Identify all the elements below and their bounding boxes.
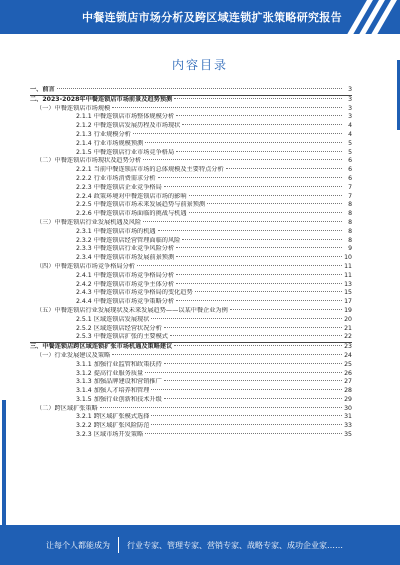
- toc-entry-page: 8: [348, 236, 352, 244]
- toc-leader-dots: [57, 88, 342, 89]
- toc-entry-page: 8: [348, 201, 352, 209]
- toc-entry-label: 2.5.1 区域连锁店发展现状: [76, 315, 150, 323]
- toc-entry-page: 4: [348, 122, 352, 130]
- left-accent-bar: [2, 400, 6, 525]
- toc-leader-dots: [176, 151, 342, 152]
- toc-entry-level-3[interactable]: [30, 325, 352, 334]
- toc-entry-level-3[interactable]: [30, 254, 352, 263]
- toc-entry-label: 2.4.4 中餐连锁店市场竞争策略分析: [76, 298, 175, 306]
- toc-entry-level-2[interactable]: [30, 405, 352, 414]
- toc-entry-page: 22: [344, 333, 352, 341]
- toc-entry-page: 3: [348, 104, 352, 112]
- toc-leader-dots: [137, 265, 342, 266]
- toc-entry-level-1[interactable]: [30, 95, 352, 105]
- toc-entry-level-3[interactable]: [30, 396, 352, 405]
- toc-entry-page: 8: [348, 210, 352, 218]
- toc-leader-dots: [189, 195, 342, 196]
- toc-entry-level-3[interactable]: [30, 361, 352, 370]
- toc-entry-label: （二）中餐连锁店市场现状及趋势分析: [36, 157, 142, 165]
- toc-leader-dots: [226, 168, 342, 169]
- toc-entry-label: （三）中餐连锁店行业发展机遇及风险: [36, 218, 142, 226]
- toc-entry-page: 11: [344, 271, 352, 279]
- toc-entry-label: （四）中餐连锁店市场竞争格局分析: [36, 262, 135, 270]
- toc-leader-dots: [143, 159, 342, 160]
- footer-slogan: 让每个人都能成为: [46, 541, 110, 550]
- toc-entry-label: 3.1.3 加强品牌建设和营销推广: [76, 378, 162, 386]
- toc-entry-level-3[interactable]: [30, 281, 352, 290]
- toc-entry-label: 三、中餐连锁店跨区域连锁扩张市场机遇及策略建议: [30, 343, 173, 351]
- toc-entry-page: 7: [348, 192, 352, 200]
- toc-entry-page: 21: [344, 324, 352, 332]
- toc-entry-level-2[interactable]: [30, 105, 352, 114]
- toc-entry-level-3[interactable]: [30, 272, 352, 281]
- toc-entry-page: 10: [344, 254, 352, 262]
- toc-leader-dots: [174, 345, 342, 346]
- footer-services: 行业专家、管理专家、营销专家、战略专家、成功企业家……: [127, 541, 343, 550]
- toc-leader-dots: [143, 221, 342, 222]
- toc-entry-label: 3.2.2 跨区域扩张风险防范: [76, 422, 150, 430]
- table-of-contents: [30, 86, 352, 440]
- toc-leader-dots: [182, 239, 342, 240]
- toc-entry-label: 2.1.1 中餐连锁店市场整体规模分析: [76, 113, 175, 121]
- toc-entry-label: 一、前言: [30, 86, 55, 93]
- toc-leader-dots: [164, 398, 342, 399]
- toc-leader-dots: [112, 354, 342, 355]
- toc-leader-dots: [151, 318, 342, 319]
- toc-entry-label: 2.5.2 区域连锁店经营状况分析: [76, 324, 162, 332]
- toc-entry-label: 3.1.5 加强行业创新和技术升级: [76, 395, 162, 403]
- toc-leader-dots: [158, 177, 342, 178]
- toc-leader-dots: [164, 363, 342, 364]
- toc-entry-page: 3: [348, 113, 352, 121]
- toc-leader-dots: [164, 327, 342, 328]
- toc-entry-page: 29: [344, 395, 352, 403]
- toc-heading: 内容目录: [171, 58, 228, 72]
- toc-leader-dots: [230, 309, 342, 310]
- toc-entry-label: 2.2.4 政策环境对中餐连锁店市场的影响: [76, 192, 187, 200]
- toc-entry-page: 35: [344, 431, 352, 439]
- toc-entry-level-3[interactable]: [30, 210, 352, 219]
- toc-entry-label: （一）行业发展建议及策略: [36, 351, 111, 359]
- footer-banner: [0, 525, 400, 565]
- toc-leader-dots: [207, 203, 342, 204]
- toc-entry-page: 30: [344, 404, 352, 412]
- toc-entry-label: 2.2.5 中餐连锁店市场未来发展趋势与前景预测: [76, 201, 206, 209]
- toc-entry-label: 3.1.1 加强行业监管和政策扶持: [76, 360, 162, 368]
- toc-entry-level-3[interactable]: [30, 193, 352, 202]
- toc-entry-level-3[interactable]: [30, 131, 352, 140]
- toc-entry-page: 27: [344, 378, 352, 386]
- toc-entry-page: 3: [348, 86, 352, 93]
- toc-entry-label: 2.3.4 中餐连锁店市场发展前景预测: [76, 254, 175, 262]
- toc-leader-dots: [133, 133, 342, 134]
- toc-entry-label: 2.1.3 行业规模分析: [76, 130, 131, 138]
- toc-entry-level-3[interactable]: [30, 378, 352, 387]
- toc-entry-page: 6: [348, 174, 352, 182]
- toc-leader-dots: [182, 124, 342, 125]
- toc-entry-label: 2.3.2 中餐连锁店经营管理面临的风险: [76, 236, 181, 244]
- toc-entry-label: 2.1.5 中餐连锁店行业市场竞争格局: [76, 148, 175, 156]
- toc-entry-level-2[interactable]: [30, 157, 352, 166]
- toc-entry-level-3[interactable]: [30, 201, 352, 210]
- toc-entry-level-3[interactable]: [30, 431, 352, 440]
- toc-entry-label: （二）跨区域扩张策略: [36, 404, 98, 412]
- toc-entry-page: 15: [344, 289, 352, 297]
- toc-leader-dots: [158, 230, 342, 231]
- toc-entry-level-3[interactable]: [30, 289, 352, 298]
- toc-leader-dots: [164, 380, 342, 381]
- toc-leader-dots: [145, 142, 342, 143]
- report-title: 中餐连锁店市场分析及跨区域连锁扩张策略研究报告: [82, 11, 342, 24]
- toc-entry-label: 3.1.4 加强人才培养和管理: [76, 387, 150, 395]
- toc-entry-label: 2.2.6 中餐连锁店市场面临的挑战与机遇: [76, 210, 187, 218]
- toc-entry-label: 2.4.2 中餐连锁店市场竞争主体分析: [76, 280, 175, 288]
- toc-leader-dots: [176, 247, 342, 248]
- toc-leader-dots: [112, 107, 342, 108]
- toc-leader-dots: [145, 433, 342, 434]
- toc-entry-level-3[interactable]: [30, 149, 352, 158]
- toc-entry-level-3[interactable]: [30, 166, 352, 175]
- toc-entry-page: 28: [344, 387, 352, 395]
- toc-entry-page: 13: [344, 280, 352, 288]
- toc-leader-dots: [164, 186, 342, 187]
- toc-entry-level-2[interactable]: [30, 307, 352, 316]
- toc-entry-level-3[interactable]: [30, 228, 352, 237]
- toc-leader-dots: [151, 389, 342, 390]
- toc-entry-page: 5: [348, 148, 352, 156]
- toc-entry-page: 24: [344, 351, 352, 359]
- toc-entry-label: 2.1.4 行业市场规模预测: [76, 139, 144, 147]
- toc-entry-label: 2.2.2 行业市场消费需求分析: [76, 174, 156, 182]
- toc-entry-page: 17: [344, 298, 352, 306]
- toc-entry-page: 8: [348, 218, 352, 226]
- toc-entry-label: 2.3.1 中餐连锁店市场的机遇: [76, 227, 156, 235]
- toc-entry-label: 2.5.3 中餐连锁店扩张的主要模式: [76, 333, 168, 341]
- report-header-banner: [0, 0, 400, 34]
- toc-entry-level-1[interactable]: [30, 86, 352, 95]
- toc-entry-level-3[interactable]: [30, 140, 352, 149]
- toc-entry-label: 3.1.2 提高行业服务质量: [76, 369, 144, 377]
- toc-entry-level-3[interactable]: [30, 184, 352, 193]
- toc-leader-dots: [176, 283, 342, 284]
- toc-entry-label: 2.3.3 中餐连锁店行业竞争风险分析: [76, 245, 175, 253]
- toc-entry-level-3[interactable]: [30, 333, 352, 342]
- toc-entry-level-3[interactable]: [30, 237, 352, 246]
- toc-entry-page: 33: [344, 422, 352, 430]
- toc-leader-dots: [151, 415, 342, 416]
- toc-entry-page: 20: [344, 315, 352, 323]
- toc-entry-page: 8: [348, 227, 352, 235]
- toc-leader-dots: [170, 335, 342, 336]
- toc-entry-level-3[interactable]: [30, 175, 352, 184]
- toc-entry-page: 31: [344, 413, 352, 421]
- toc-entry-label: 3.2.1 跨区域扩张模式选择: [76, 413, 150, 421]
- toc-entry-label: 3.2.3 区域市场开发策略: [76, 431, 144, 439]
- toc-entry-level-3[interactable]: [30, 316, 352, 325]
- toc-leader-dots: [176, 256, 342, 257]
- toc-entry-page: 5: [348, 139, 352, 147]
- toc-entry-label: 2.4.1 中餐连锁店市场竞争格局分析: [76, 271, 175, 279]
- toc-leader-dots: [189, 212, 342, 213]
- toc-leader-dots: [176, 274, 342, 275]
- toc-leader-dots: [176, 115, 342, 116]
- toc-leader-dots: [151, 424, 342, 425]
- toc-entry-page: 6: [348, 157, 352, 165]
- toc-entry-page: 23: [344, 343, 352, 351]
- toc-entry-level-3[interactable]: [30, 245, 352, 254]
- toc-entry-level-2[interactable]: [30, 219, 352, 228]
- toc-entry-level-3[interactable]: [30, 122, 352, 131]
- toc-leader-dots: [145, 372, 342, 373]
- toc-entry-page: 6: [348, 166, 352, 174]
- toc-entry-level-2[interactable]: [30, 263, 352, 272]
- toc-entry-label: 2.4.3 中餐连锁店市场竞争格局的变化趋势: [76, 289, 193, 297]
- toc-entry-label: 2.1.2 中餐连锁店发展历程及市场现状: [76, 122, 181, 130]
- toc-leader-dots: [176, 300, 342, 301]
- toc-leader-dots: [100, 407, 342, 408]
- toc-entry-page: 25: [344, 360, 352, 368]
- toc-entry-page: 3: [348, 95, 352, 103]
- toc-entry-label: 2.2.1 当前中餐连锁店市场的总体规模及主要特点分析: [76, 166, 224, 174]
- toc-entry-label: 二、2023-2028年中餐连锁店市场前景及趋势预测: [30, 95, 173, 103]
- toc-entry-level-3[interactable]: [30, 113, 352, 122]
- toc-entry-level-3[interactable]: [30, 298, 352, 307]
- toc-entry-page: 9: [348, 245, 352, 253]
- toc-leader-dots: [195, 291, 342, 292]
- toc-entry-page: 11: [344, 262, 352, 270]
- toc-entry-level-1[interactable]: [30, 342, 352, 352]
- toc-entry-level-3[interactable]: [30, 413, 352, 422]
- toc-entry-level-2[interactable]: [30, 352, 352, 361]
- toc-entry-page: 26: [344, 369, 352, 377]
- toc-entry-level-3[interactable]: [30, 387, 352, 396]
- toc-entry-level-3[interactable]: [30, 422, 352, 431]
- toc-leader-dots: [174, 98, 342, 99]
- toc-entry-label: （一）中餐连锁店市场规模: [36, 104, 111, 112]
- toc-entry-label: 2.2.3 中餐连锁店企业竞争格局: [76, 183, 162, 191]
- toc-entry-page: 7: [348, 183, 352, 191]
- toc-entry-level-3[interactable]: [30, 370, 352, 379]
- toc-entry-page: 4: [348, 130, 352, 138]
- toc-entry-label: （五）中餐连锁店行业发展现状及未来发展趋势——以某中餐企业为例: [36, 306, 228, 314]
- footer-divider: [118, 537, 119, 553]
- toc-entry-page: 19: [344, 306, 352, 314]
